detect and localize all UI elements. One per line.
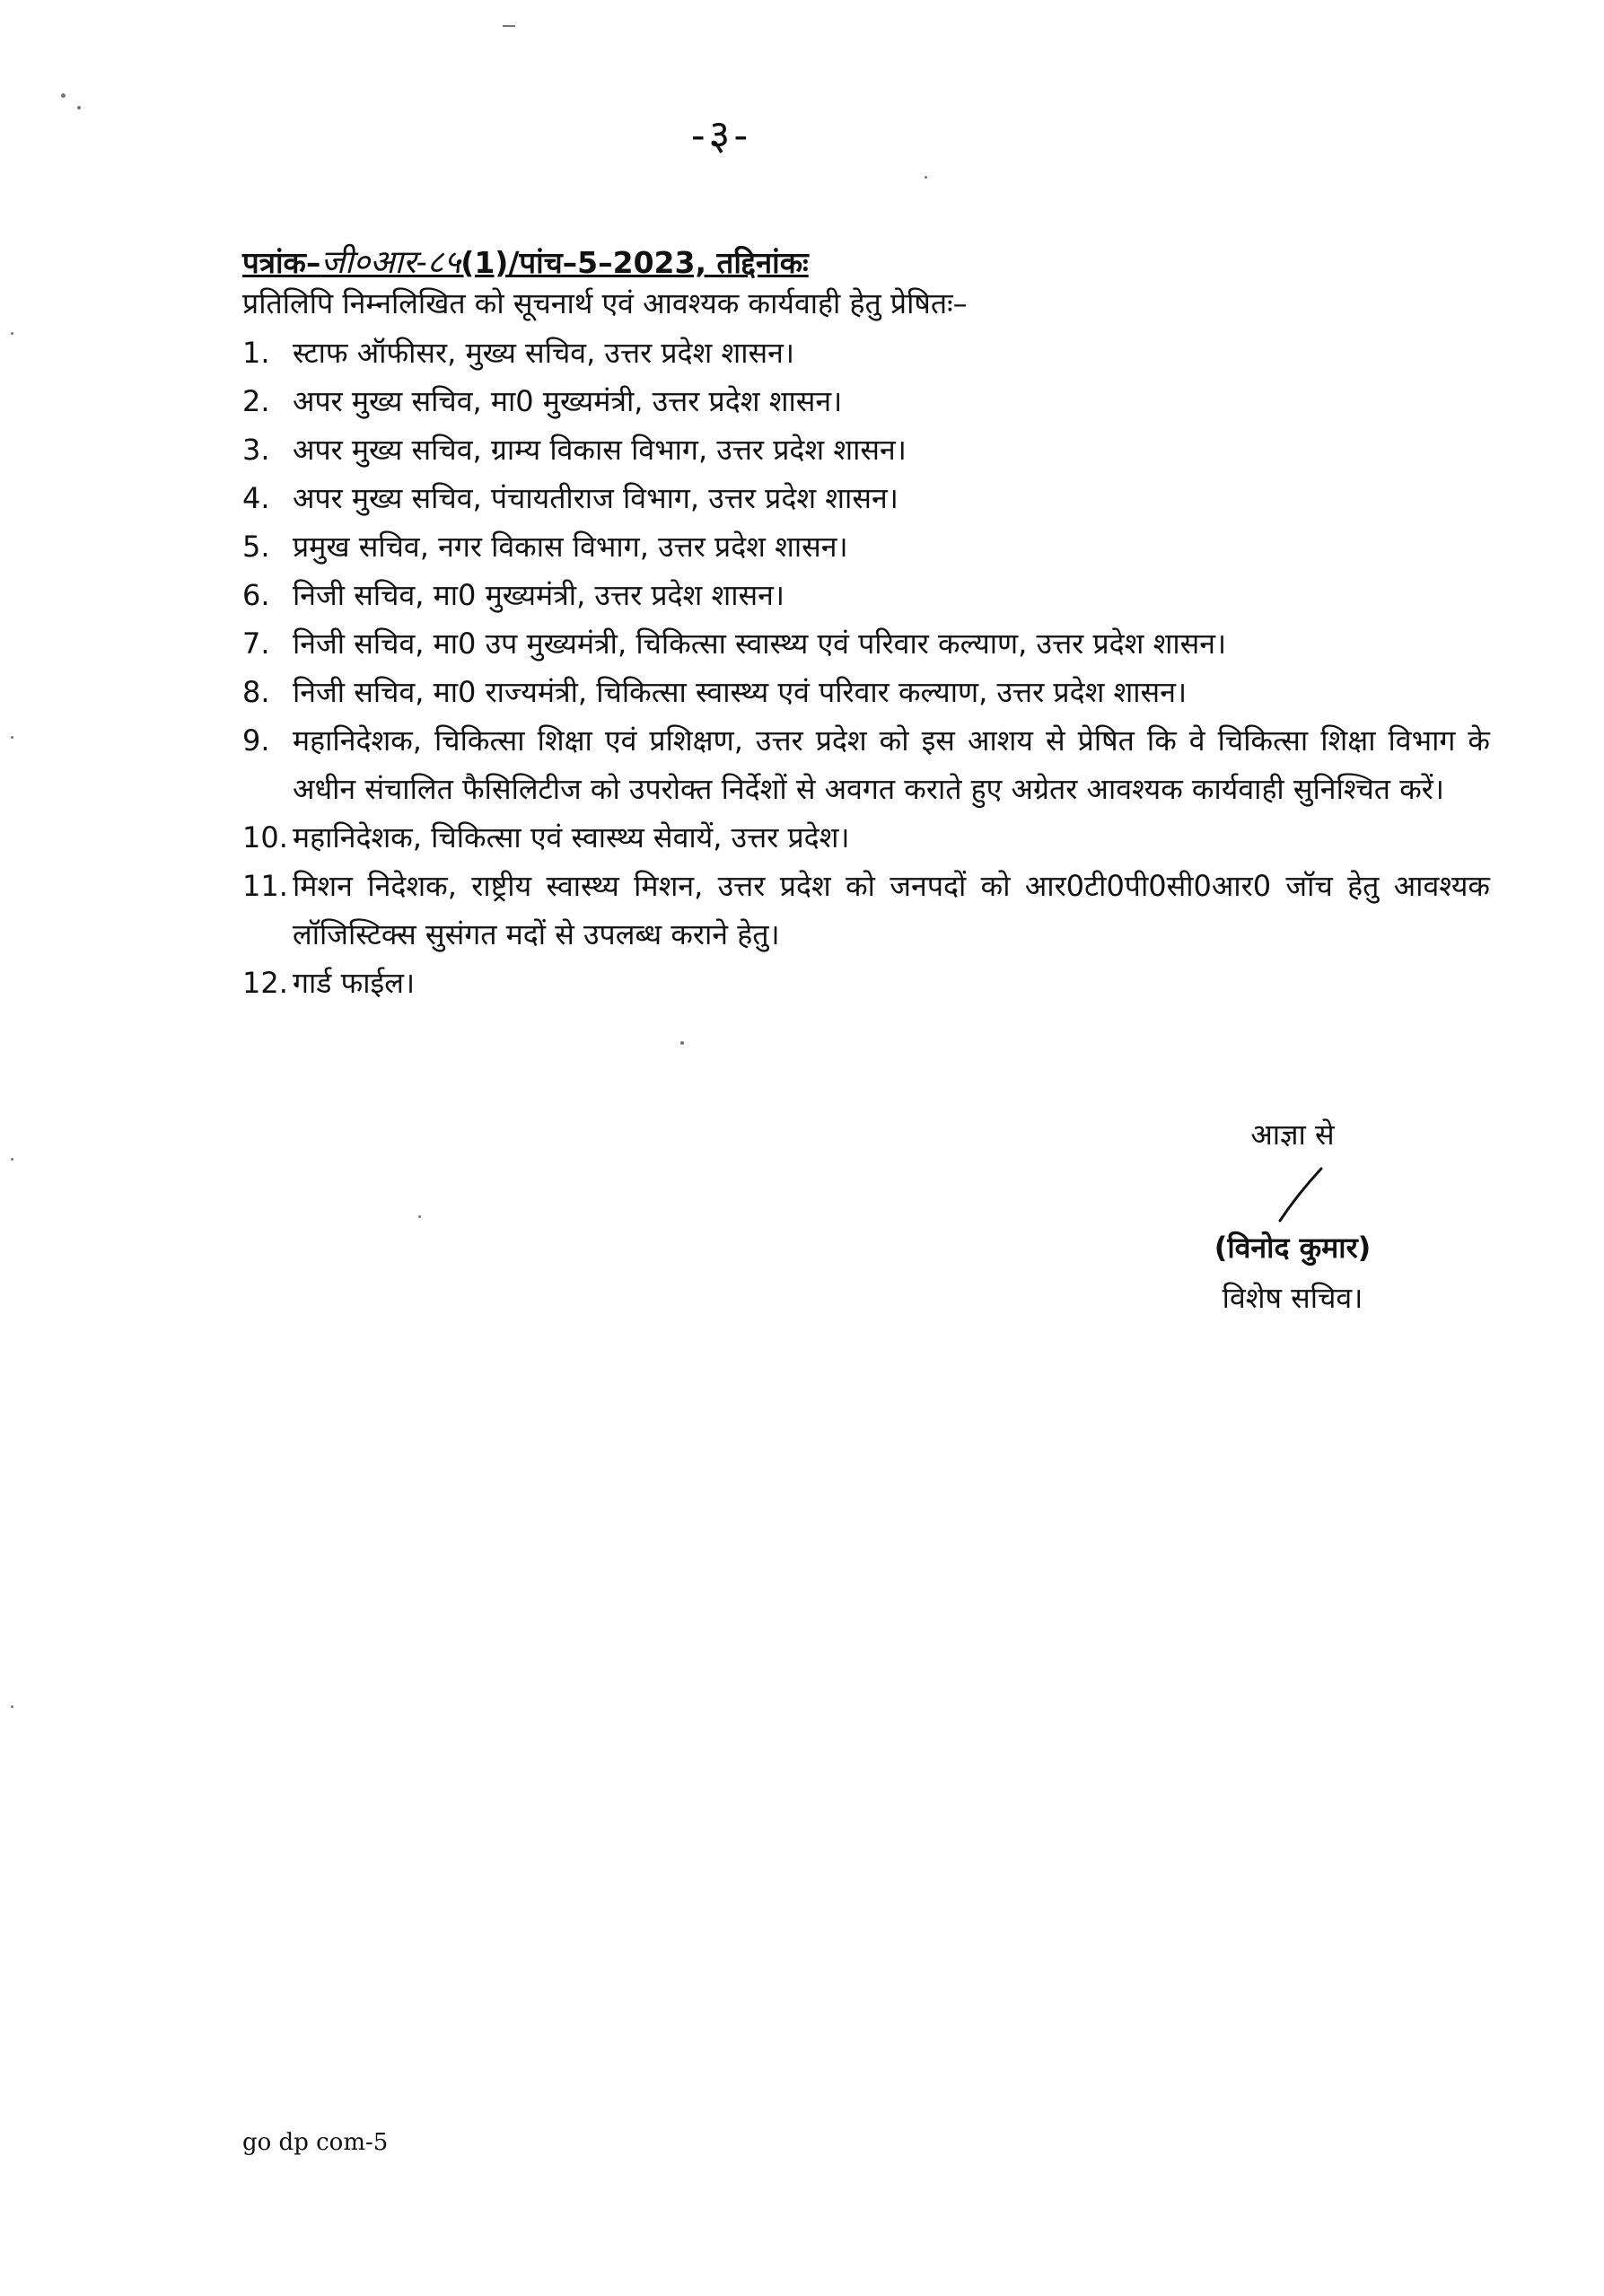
scan-speck bbox=[11, 332, 13, 335]
item-number: 3. bbox=[242, 433, 270, 467]
item-number: 1. bbox=[242, 336, 270, 370]
item-number: 4. bbox=[242, 481, 270, 515]
reference-number bbox=[242, 239, 809, 283]
item-text: गार्ड फाईल। bbox=[293, 966, 416, 1000]
item-number: 5. bbox=[242, 530, 270, 564]
footer-code: go dp com-5 bbox=[242, 2129, 389, 2156]
list-item bbox=[242, 474, 1490, 522]
item-text: मिशन निदेशक, राष्ट्रीय स्वास्थ्य मिशन, उत्तर प्रदेश को जनपदों को आर0टी0पी0सी0आर0 जॉच हेतु आवश्यक लॉजिस्टिक्स सुसंगत मदों से उपलब्ध कराने हेतु। bbox=[293, 869, 1490, 951]
scan-speck bbox=[11, 1705, 13, 1708]
list-item bbox=[242, 425, 1490, 474]
item-text: महानिदेशक, चिकित्सा शिक्षा एवं प्रशिक्षण, उत्तर प्रदेश को इस आशय से प्रेषित कि वे चिकित्सा शिक्षा विभाग के अधीन संचालित फैसिलिटीज को उपरोक्त निर्देशों से अवगत कराते हुए अग्रेतर आवश्यक कार्यवाही सुनिश्चित करें। bbox=[293, 723, 1490, 806]
item-text: निजी सचिव, मा0 उप मुख्यमंत्री, चिकित्सा स्वास्थ्य एवं परिवार कल्याण, उत्तर प्रदेश शासन। bbox=[293, 627, 1227, 661]
scan-speck bbox=[680, 1041, 684, 1045]
reference-prefix: पत्रांक– bbox=[242, 245, 321, 280]
reference-suffix: (1)/पांच–5–2023, तद्दिनांकः bbox=[460, 245, 809, 280]
recipient-list bbox=[242, 329, 1490, 1007]
item-text: महानिदेशक, चिकित्सा एवं स्वास्थ्य सेवायें, उत्तर प्रदेश। bbox=[293, 820, 850, 854]
scan-speck bbox=[925, 176, 927, 179]
list-item bbox=[242, 668, 1490, 716]
scan-speck bbox=[61, 93, 66, 98]
item-text: अपर मुख्य सचिव, मा0 मुख्यमंत्री, उत्तर प्रदेश शासन। bbox=[293, 384, 843, 418]
signature-order: आज्ञा से bbox=[1250, 1117, 1335, 1152]
item-number: 7. bbox=[242, 627, 270, 661]
scan-speck bbox=[11, 736, 13, 739]
item-number: 2. bbox=[242, 384, 270, 418]
item-number: 12. bbox=[242, 966, 288, 1000]
list-item bbox=[242, 377, 1490, 425]
list-item bbox=[242, 716, 1490, 813]
signature-stroke-icon bbox=[1275, 1163, 1328, 1226]
page-number: -३- bbox=[691, 110, 752, 159]
signatory-designation: विशेष सचिव। bbox=[1222, 1281, 1363, 1315]
item-text: निजी सचिव, मा0 मुख्यमंत्री, उत्तर प्रदेश शासन। bbox=[293, 578, 785, 612]
list-item bbox=[242, 329, 1490, 377]
copy-intro: प्रतिलिपि निम्नलिखित को सूचनार्थ एवं आवश्यक कार्यवाही हेतु प्रेषितः– bbox=[242, 286, 968, 320]
list-item bbox=[242, 522, 1490, 571]
item-text: अपर मुख्य सचिव, पंचायतीराज विभाग, उत्तर प्रदेश शासन। bbox=[293, 481, 898, 515]
signatory-name: (विनोद कुमार) bbox=[1214, 1231, 1372, 1265]
item-text: अपर मुख्य सचिव, ग्राम्य विकास विभाग, उत्तर प्रदेश शासन। bbox=[293, 433, 907, 467]
list-item bbox=[242, 619, 1490, 668]
scan-speck bbox=[11, 1158, 13, 1161]
item-number: 6. bbox=[242, 578, 270, 612]
item-text: प्रमुख सचिव, नगर विकास विभाग, उत्तर प्रदेश शासन। bbox=[293, 530, 848, 564]
list-item bbox=[242, 813, 1490, 862]
item-text: स्टाफ ऑफीसर, मुख्य सचिव, उत्तर प्रदेश शासन। bbox=[293, 336, 795, 370]
scan-speck bbox=[503, 25, 515, 27]
item-number: 8. bbox=[242, 675, 270, 709]
scan-speck bbox=[77, 106, 81, 110]
list-item bbox=[242, 862, 1490, 959]
item-number: 10. bbox=[242, 820, 288, 854]
item-number: 9. bbox=[242, 723, 270, 758]
scan-speck bbox=[418, 1215, 421, 1218]
list-item bbox=[242, 571, 1490, 619]
item-text: निजी सचिव, मा0 राज्यमंत्री, चिकित्सा स्वास्थ्य एवं परिवार कल्याण, उत्तर प्रदेश शासन। bbox=[293, 675, 1188, 709]
list-item bbox=[242, 959, 1490, 1007]
reference-handwritten: जी०आर-८५ bbox=[320, 244, 461, 281]
item-number: 11. bbox=[242, 869, 288, 903]
signature-block bbox=[1185, 1109, 1400, 1323]
